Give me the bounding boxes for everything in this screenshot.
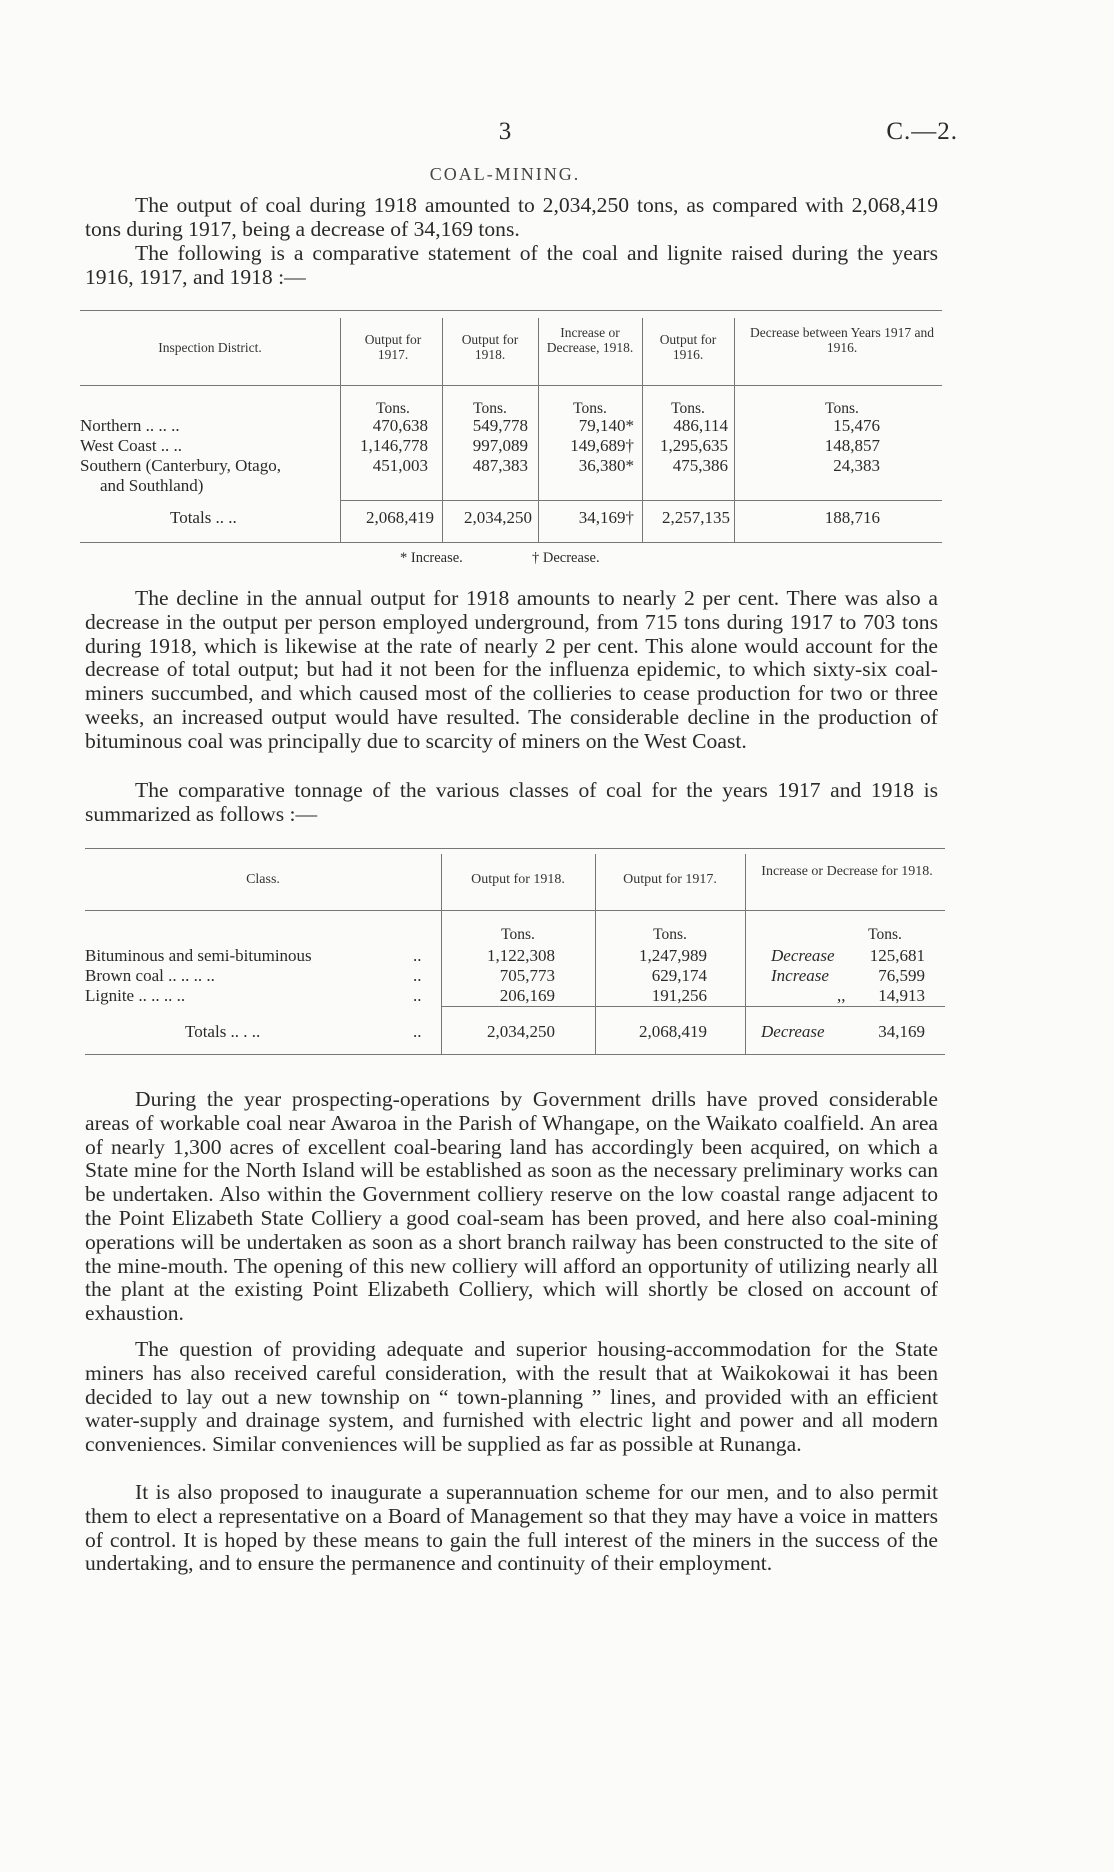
closing-paragraph-2: The question of providing adequate and superior housing-accommodation for the State miners has also received careful consideration, with the result that at Waikokowai it has been decided to lay out a new township on “ town-planning ” lines, and provided with an efficient water-supply and drainage system, and furnished with electric light and power and all modern conveniences. Similar conveniences will be supplied as far as possible at Runanga. — [85, 1337, 938, 1457]
leader-dots: .. — [413, 946, 422, 965]
district-name: Northern .. .. .. — [80, 416, 180, 435]
table-cell: 125,681 — [869, 946, 925, 965]
document-reference: C.—2. — [886, 118, 958, 145]
total-cell: 2,257,135 — [662, 508, 730, 527]
table-cell: 79,140* — [578, 416, 634, 435]
section-title: COAL-MINING. — [429, 164, 581, 184]
table-cell: 148,857 — [824, 436, 880, 455]
header-output-1918: Output for 1918. — [471, 872, 565, 887]
table-cell: 1,295,635 — [660, 436, 728, 455]
total-cell: 188,716 — [824, 508, 880, 527]
class-name: Brown coal .. .. .. .. — [85, 966, 215, 985]
table-cell: 149,689† — [570, 436, 634, 455]
table-cell: 24,383 — [833, 456, 880, 475]
header-decrease-between-years: Decrease between Years 1917 and 1916. — [749, 325, 935, 355]
change-direction: Decrease — [771, 946, 835, 965]
table-cell: 549,778 — [472, 416, 528, 435]
leader-dots: .. — [413, 986, 422, 1005]
totals-label: Totals .. . .. — [185, 1022, 261, 1041]
total-cell: 2,068,419 — [639, 1022, 707, 1041]
total-cell: 34,169† — [578, 508, 634, 527]
table-cell: 1,247,989 — [639, 946, 707, 965]
closing-paragraph-1: During the year prospecting-operations by Government drills have proved considerable areas of workable coal near Awaroa in the Parish of Whangape, on the Waikato coalfield. An area of nearly 1,300 acres of excellent coal-bearing land has accordingly been acquired, on which a State mine for the North Island will be established as soon as the necessary preliminary works can be undertaken. Also within the Government colliery reserve on the low coastal range adjacent to the Point Elizabeth State Colliery a good coal-seam has been proved, and here also coal-mining operations will be undertaken as soon as a short branch railway has been constructed to the site of the mine-mouth. The opening of this new colliery will afford an opportunity of utilizing nearly all the plant at the existing Point Elizabeth Colliery, which will shortly be closed on account of exhaustion. — [85, 1087, 938, 1326]
header-inspection-district: Inspection District. — [158, 340, 262, 355]
leader-dots: .. — [413, 966, 422, 985]
total-cell: 2,068,419 — [366, 508, 434, 527]
unit-label: Tons. — [473, 400, 507, 417]
table-cell: 76,599 — [878, 966, 925, 985]
header-increase-decrease: Increase or Decrease, 1918. — [546, 325, 634, 355]
page-number: 3 — [498, 118, 512, 145]
class-name: Lignite .. .. .. .. — [85, 986, 186, 1005]
leader-dots: .. — [413, 1022, 422, 1041]
intro-paragraph-1: The output of coal during 1918 amounted to 2,034,250 tons, as compared with 2,068,419 tons during 1917, being a decrease of 34,169 tons. — [85, 193, 938, 241]
footnote-decrease: † Decrease. — [532, 550, 600, 566]
change-direction: Decrease — [761, 1022, 825, 1041]
table-cell: 14,913 — [878, 986, 925, 1005]
unit-label: Tons. — [501, 926, 535, 943]
change-direction: Increase — [771, 966, 829, 985]
total-cell: 2,034,250 — [464, 508, 532, 527]
table-cell: 191,256 — [651, 986, 707, 1005]
unit-label: Tons. — [671, 400, 705, 417]
ditto-mark: ,, — [837, 986, 846, 1005]
district-name-continued: and Southland) — [100, 476, 204, 495]
unit-label: Tons. — [868, 926, 902, 943]
table-cell: 1,122,308 — [487, 946, 555, 965]
table-cell: 206,169 — [499, 986, 555, 1005]
district-name: Southern (Canterbury, Otago, — [80, 456, 281, 475]
middle-paragraph-1: The decline in the annual output for 1918 amounts to nearly 2 per cent. There was also a decrease in the output per person employed underground, from 715 tons during 1917 to 703 tons during 1918, which is likewise at the rate of nearly 2 per cent. This alone would account for the decrease of total output; but had it not been for the influenza epidemic, to which sixty-six coal-miners succumbed, and which caused most of the collieries to cease production for two or three weeks, an increased output would have resulted. The considerable decline in the production of bituminous coal was principally due to scarcity of miners on the West Coast. — [85, 586, 938, 753]
header-class: Class. — [246, 872, 280, 887]
totals-label: Totals .. .. — [170, 508, 237, 527]
table-cell: 487,383 — [472, 456, 528, 475]
table-cell: 470,638 — [372, 416, 428, 435]
unit-label: Tons. — [825, 400, 859, 417]
header-output-1918: Output for 1918. — [461, 332, 519, 362]
unit-label: Tons. — [376, 400, 410, 417]
table-cell: 15,476 — [833, 416, 880, 435]
closing-paragraph-3: It is also proposed to inaugurate a superannuation scheme for our men, and to also permit them to elect a representative on a Board of Management so that they may have a voice in matters of control. It is hoped by these means to gain the full interest of the miners in the success of the undertaking, and to ensure the permanence and continuity of their employment. — [85, 1480, 938, 1576]
header-output-1917: Output for 1917. — [364, 332, 422, 362]
table-cell: 997,089 — [472, 436, 528, 455]
intro-paragraph-2: The following is a comparative statement of the coal and lignite raised during the years 1916, 1917, and 1918 :— — [85, 241, 938, 289]
unit-label: Tons. — [573, 400, 607, 417]
footnote-increase: * Increase. — [400, 550, 463, 566]
table-cell: 475,386 — [672, 456, 728, 475]
table-cell: 629,174 — [651, 966, 707, 985]
table-cell: 486,114 — [673, 416, 728, 435]
table-cell: 705,773 — [499, 966, 555, 985]
table-cell: 36,380* — [578, 456, 634, 475]
middle-paragraph-2: The comparative tonnage of the various classes of coal for the years 1917 and 1918 is summarized as follows :— — [85, 778, 938, 826]
header-increase-decrease-1918: Increase or Decrease for 1918. — [761, 864, 933, 879]
unit-label: Tons. — [653, 926, 687, 943]
total-cell: 34,169 — [878, 1022, 925, 1041]
total-cell: 2,034,250 — [487, 1022, 555, 1041]
class-name: Bituminous and semi-bituminous — [85, 946, 312, 965]
header-output-1917: Output for 1917. — [623, 872, 717, 887]
table-cell: 1,146,778 — [360, 436, 428, 455]
table-cell: 451,003 — [372, 456, 428, 475]
header-output-1916: Output for 1916. — [659, 332, 717, 362]
district-name: West Coast .. .. — [80, 436, 183, 455]
